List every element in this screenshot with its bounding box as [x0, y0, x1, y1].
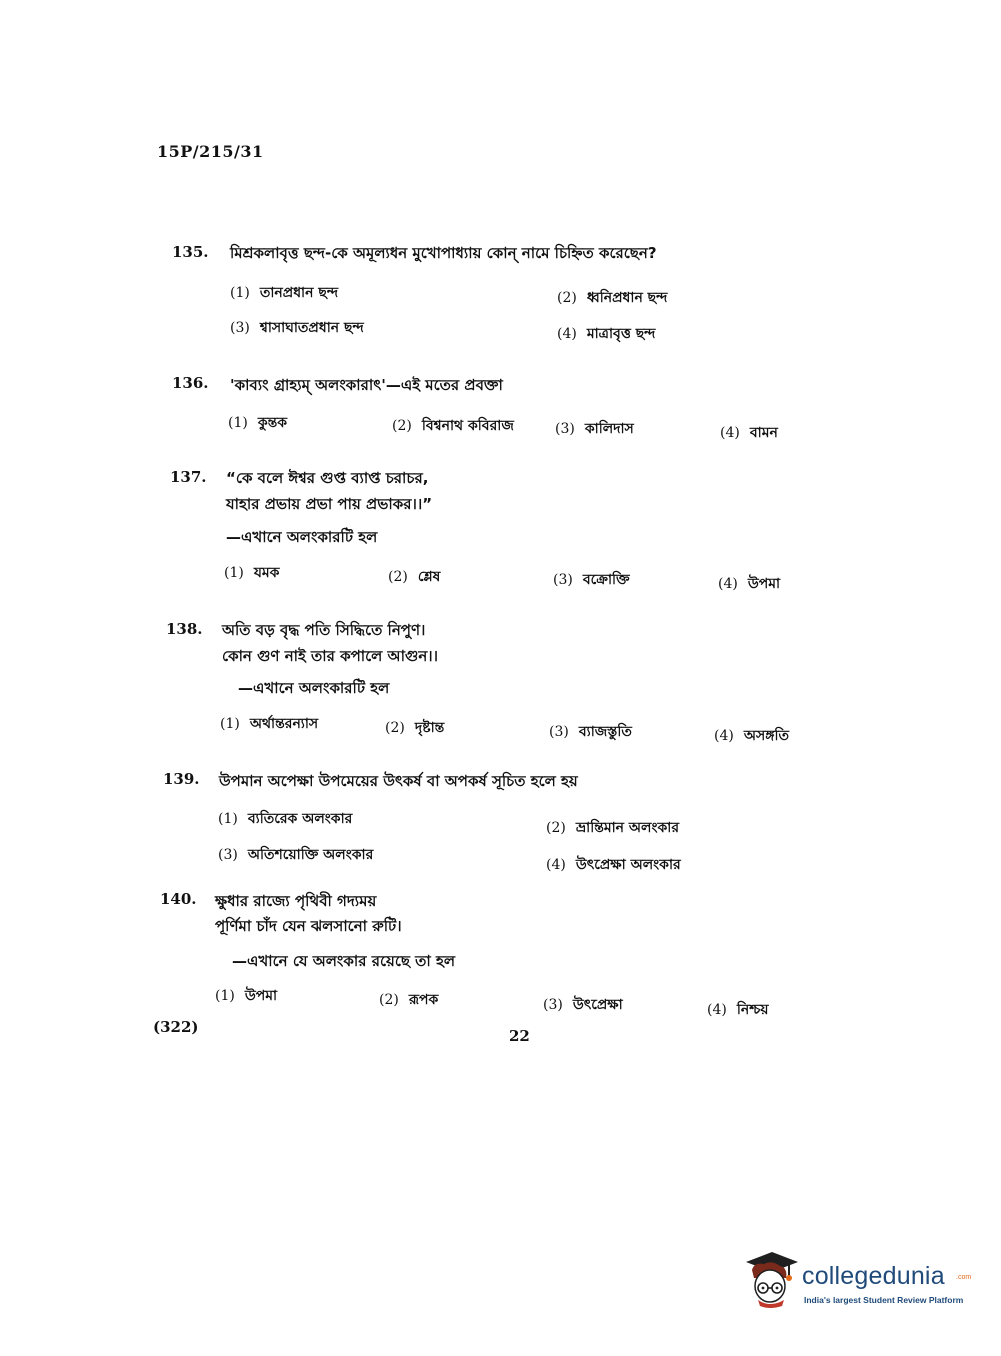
option-4: (4) বামন [720, 425, 778, 441]
paper-code: 15P/215/31 [157, 142, 264, 161]
question-text: উপমান অপেক্ষা উপমেয়ের উৎকর্ষ বা অপকর্ষ সূচিত হলে হয় [219, 772, 578, 790]
option-4: (4) মাত্রাবৃত্ত ছন্দ [557, 326, 656, 342]
question-line: অতি বড় বৃদ্ধ পতি সিদ্ধিতে নিপুণ। [222, 621, 426, 639]
option-1: (1) অর্থান্তরন্যাস [220, 716, 319, 732]
option-1: (1) তানপ্রধান ছন্দ [230, 285, 339, 301]
option-2: (2) দৃষ্টান্ত [385, 720, 445, 736]
question-line: যাহার প্রভায় প্রভা পায় প্রভাকর।।” [226, 495, 433, 513]
question-number: 135. [172, 243, 209, 261]
option-1: (1) যমক [224, 565, 280, 581]
option-4: (4) উপমা [718, 576, 781, 592]
footer-code: (322) [153, 1018, 199, 1036]
question-line: ক্ষুধার রাজ্যে পৃথিবী গদ্যময় [215, 892, 377, 910]
question-line: —এখানে অলংকারটি হল [226, 528, 378, 546]
option-2: (2) শ্লেষ [388, 569, 441, 585]
option-2: (2) ধ্বনিপ্রধান ছন্দ [557, 290, 668, 306]
question-number: 136. [172, 374, 209, 392]
question-text: 'কাব্যং গ্রাহ্যম্ অলংকারাৎ'—এই মতের প্রবক্তা [230, 376, 503, 394]
question-line: কোন গুণ নাই তার কপালে আগুন।। [222, 647, 439, 665]
option-3: (3) শ্বাসাঘাতপ্রধান ছন্দ [230, 320, 364, 336]
option-4: (4) নিশ্চয় [707, 1002, 769, 1018]
option-2: (2) ভ্রান্তিমান অলংকার [546, 820, 680, 836]
question-number: 138. [166, 620, 203, 638]
option-3: (3) ব্যাজস্তুতি [549, 724, 632, 740]
option-3: (3) উৎপ্রেক্ষা [543, 997, 623, 1013]
question-text: মিশ্রকলাবৃত্ত ছন্দ-কে অমূল্যধন মুখোপাধ্যায় কোন্ নামে চিহ্নিত করেছেন? [230, 244, 657, 262]
question-number: 137. [170, 468, 207, 486]
question-number: 139. [163, 770, 200, 788]
option-4: (4) অসঙ্গতি [714, 728, 790, 744]
option-4: (4) উৎপ্রেক্ষা অলংকার [546, 857, 681, 873]
brand-domain: .com [956, 1274, 972, 1281]
question-number: 140. [160, 890, 197, 908]
option-2: (2) রূপক [379, 992, 439, 1008]
question-line: “কে বলে ঈশ্বর গুপ্ত ব্যাপ্ত চরাচর, [226, 469, 429, 487]
option-1: (1) কুন্তক [228, 415, 288, 431]
page-number: 22 [509, 1027, 530, 1045]
option-3: (3) অতিশয়োক্তি অলংকার [218, 847, 374, 863]
brand-tagline: India's largest Student Review Platform [804, 1295, 964, 1305]
option-3: (3) কালিদাস [555, 421, 634, 437]
student-mascot-icon [742, 1248, 800, 1310]
option-3: (3) বক্রোক্তি [553, 572, 630, 588]
collegedunia-watermark [742, 1248, 972, 1318]
option-2: (2) বিশ্বনাথ কবিরাজ [392, 418, 514, 434]
question-line: পূর্ণিমা চাঁদ যেন ঝলসানো রুটি। [215, 917, 402, 935]
option-1: (1) উপমা [215, 988, 278, 1004]
brand-name: collegedunia [802, 1262, 945, 1290]
question-line: —এখানে যে অলংকার রয়েছে তা হল [232, 952, 456, 970]
question-line: —এখানে অলংকারটি হল [238, 679, 390, 697]
option-1: (1) ব্যতিরেক অলংকার [218, 811, 353, 827]
